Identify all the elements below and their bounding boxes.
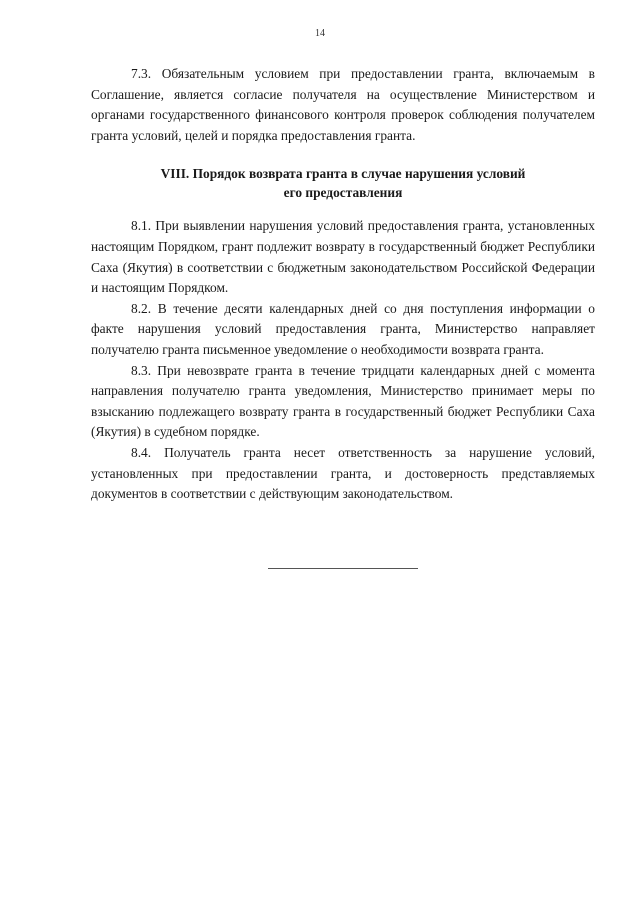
section-heading-line-1: VIII. Порядок возврата гранта в случае нарушения условий	[160, 166, 526, 182]
page-number: 14	[315, 28, 325, 39]
section-heading-line-2: его предоставления	[283, 185, 403, 201]
paragraph-7-3: 7.3. Обязательным условием при предоставлении гранта, включаемым в Соглашение, является согласие получателя на осуществление Министерством и органами государственного финансового контроля проверок соблюдения получателем гранта условий, целей и порядка предоставления гранта.	[91, 66, 595, 143]
section-heading	[91, 164, 595, 202]
end-separator-line	[268, 568, 418, 569]
document-body	[91, 64, 595, 505]
paragraph-8-4: 8.4. Получатель гранта несет ответственность за нарушение условий, установленных при предоставлении гранта, и достоверность представляемых документов в соответствии с действующим законодательством.	[91, 444, 595, 502]
paragraph-8-3: 8.3. При невозврате гранта в течение тридцати календарных дней с момента направления получателю гранта уведомления, Министерство принимает меры по взысканию подлежащего возврату гранта в государственный бюджет Республики Саха (Якутия) в судебном порядке.	[91, 362, 595, 440]
paragraph-8-2: 8.2. В течение десяти календарных дней со дня поступления информации о факте нарушения условий предоставления гранта, Министерство направляет получателю гранта письменное уведомление о необходимости возврата гранта.	[91, 300, 595, 357]
paragraph-8-1: 8.1. При выявлении нарушения условий предоставления гранта, установленных настоящим Порядком, грант подлежит возврату в государственный бюджет Республики Саха (Якутия) в соответствии с бюджетным законодательством Российской Федерации и настоящим Порядком.	[91, 218, 595, 296]
